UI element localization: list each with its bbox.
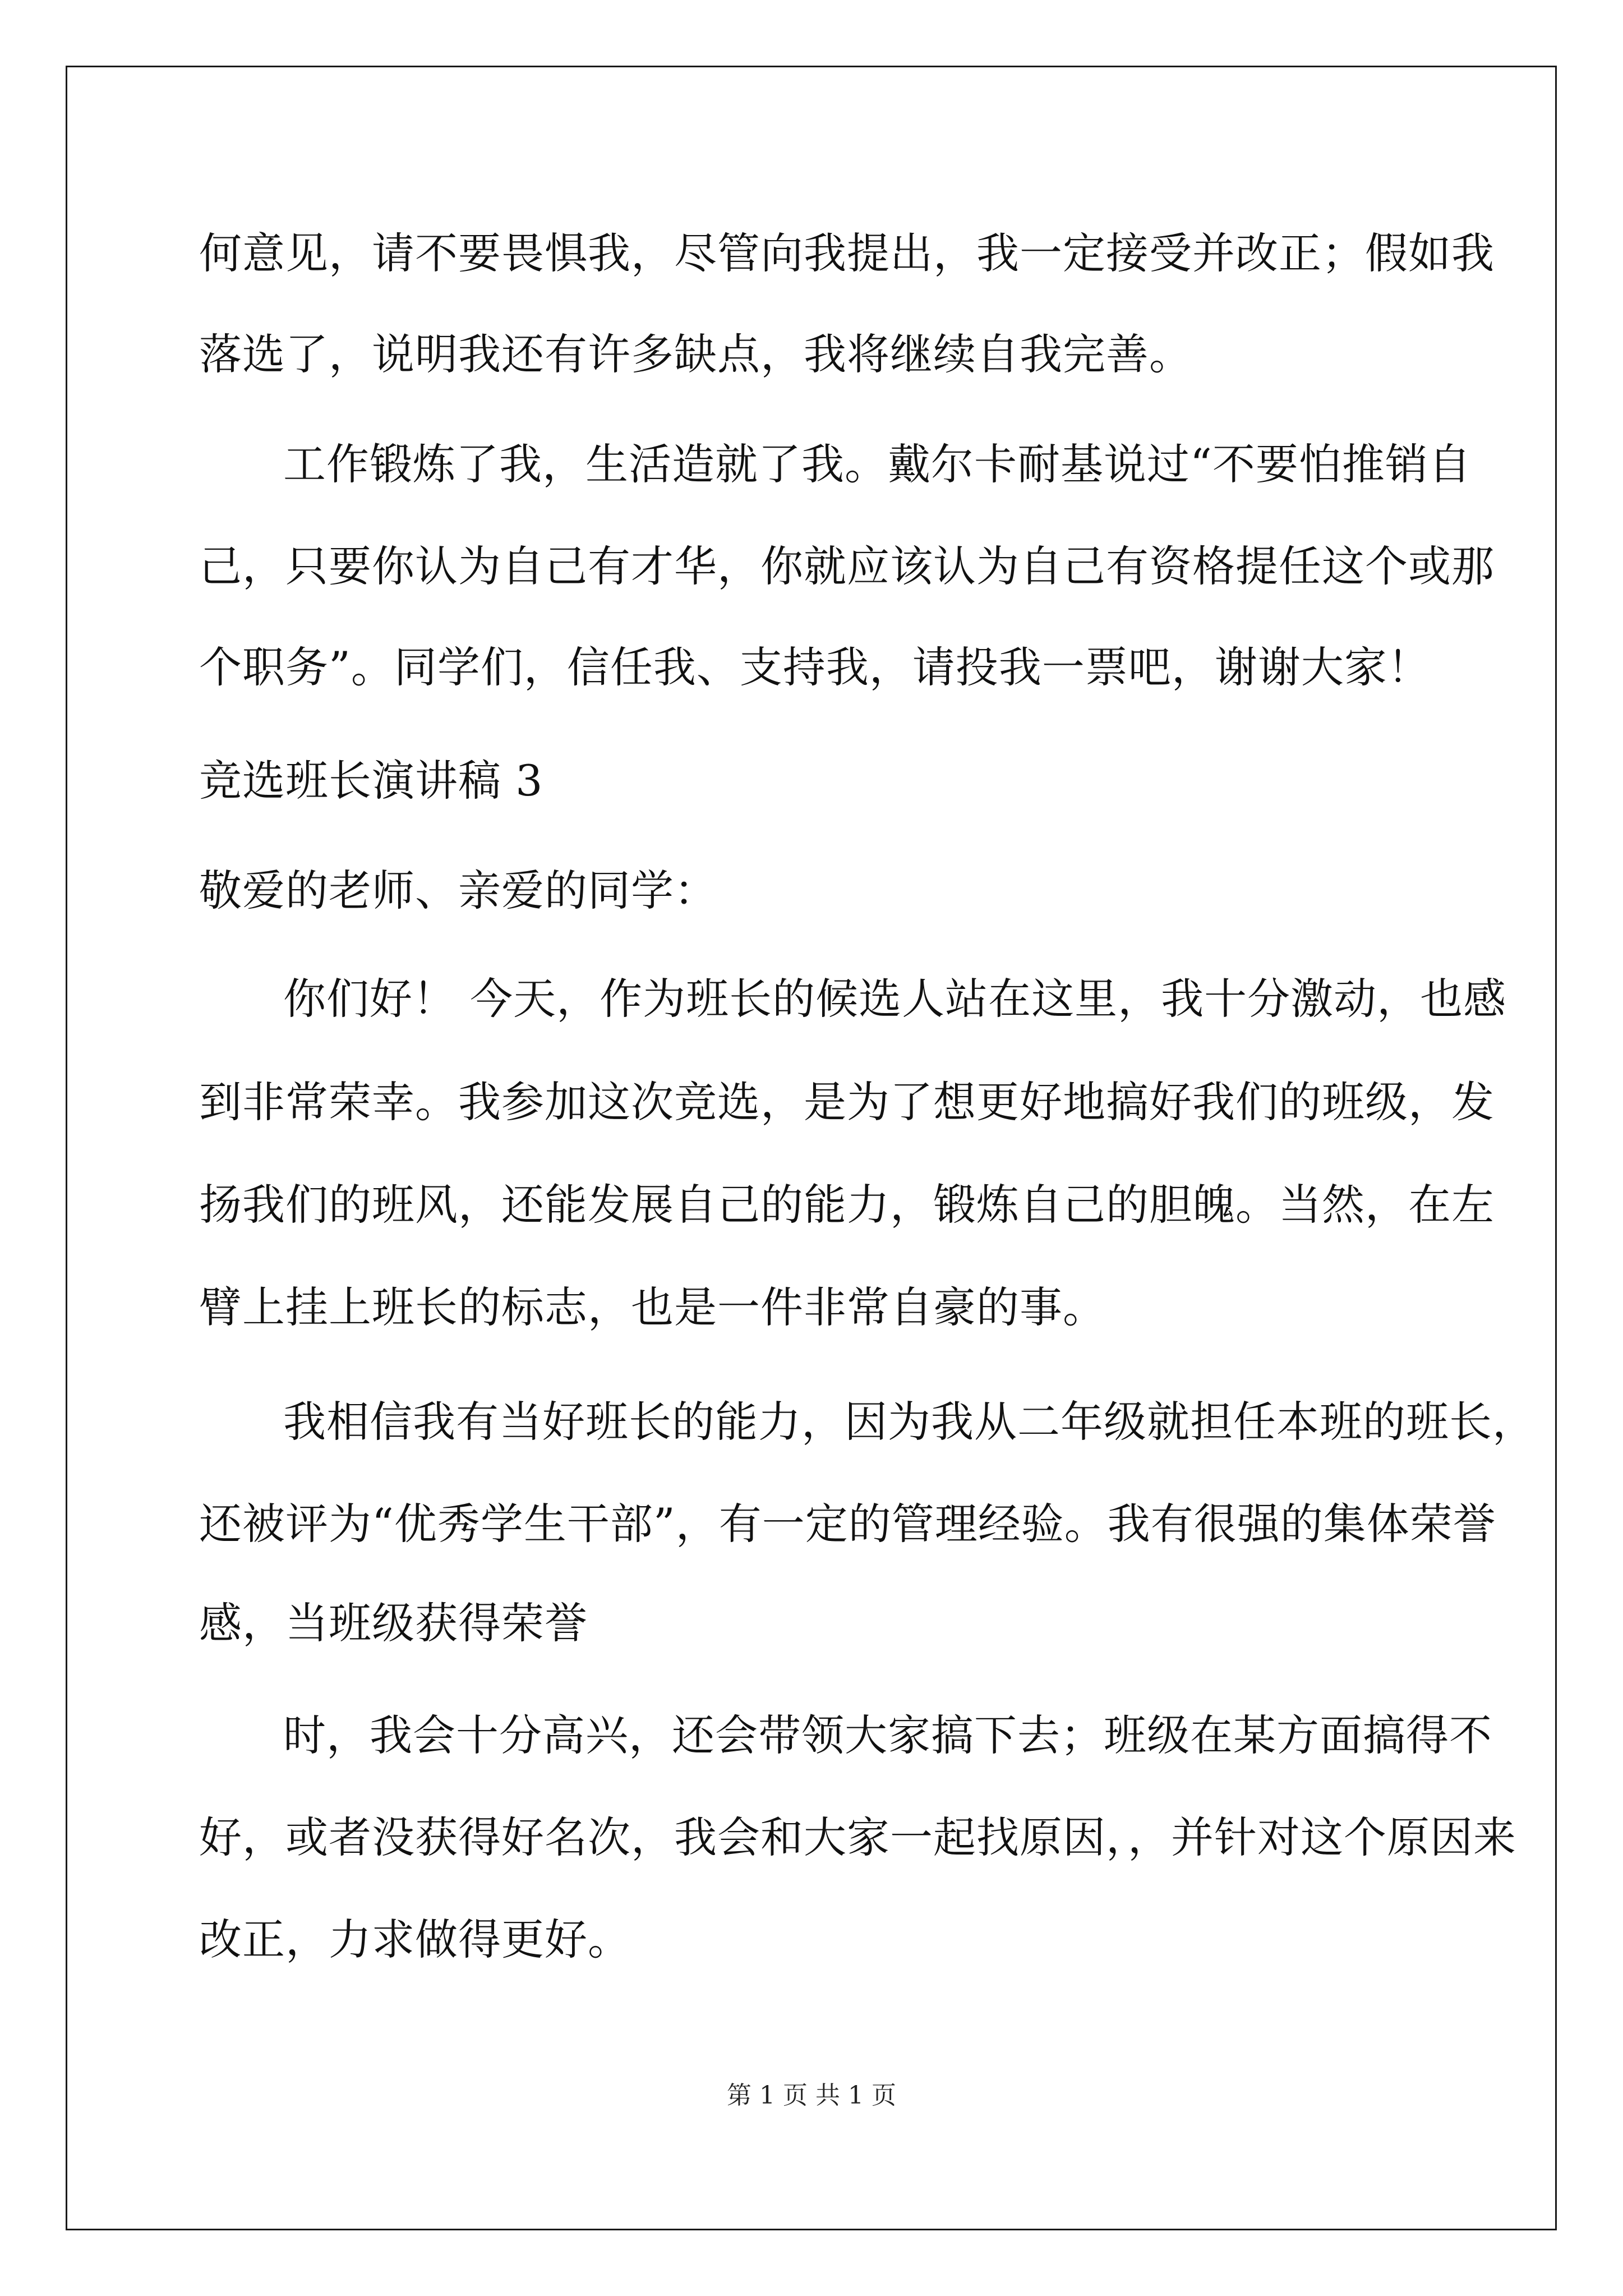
body-line-14: 感，当班级获得荣誉 <box>199 1598 588 1648</box>
body-line-1: 何意见，请不要畏惧我，尽管向我提出，我一定接受并改正；假如我 <box>199 228 1495 278</box>
section-heading: 竞选班长演讲稿 3 <box>199 756 543 806</box>
page-border <box>66 66 1557 2230</box>
body-line-16: 好，或者没获得好名次，我会和大家一起找原因，，并针对这个原因来 <box>199 1812 1516 1862</box>
body-line-13: 还被评为“优秀学生干部”，有一定的管理经验。我有很强的集体荣誉 <box>199 1499 1496 1549</box>
body-line-17: 改正，力求做得更好。 <box>199 1915 631 1964</box>
body-line-12: 我相信我有当好班长的能力，因为我从二年级就担任本班的班长， <box>283 1397 1536 1447</box>
body-line-9: 到非常荣幸。我参加这次竞选，是为了想更好地搞好我们的班级，发 <box>199 1077 1495 1127</box>
body-line-2: 落选了，说明我还有许多缺点，我将继续自我完善。 <box>199 329 1192 379</box>
body-line-4: 己，只要你认为自己有才华，你就应该认为自己有资格提任这个或那 <box>199 541 1495 591</box>
page-indicator: 第 1 页 共 1 页 <box>727 2081 896 2110</box>
salutation: 敬爱的老师、亲爱的同学： <box>199 866 717 915</box>
body-line-3: 工作锻炼了我，生活造就了我。戴尔卡耐基说过“不要怕推销自 <box>283 439 1472 489</box>
body-line-10: 扬我们的班风，还能发展自己的能力，锻炼自己的胆魄。当然，在左 <box>199 1180 1495 1230</box>
body-line-5: 个职务”。同学们，信任我、支持我，请投我一票吧，谢谢大家！ <box>199 642 1431 692</box>
body-line-8: 你们好！ 今天，作为班长的候选人站在这里，我十分激动，也感 <box>283 974 1507 1024</box>
body-line-15: 时，我会十分高兴，还会带领大家搞下去；班级在某方面搞得不 <box>283 1710 1492 1760</box>
body-line-11: 臂上挂上班长的标志，也是一件非常自豪的事。 <box>199 1282 1106 1332</box>
